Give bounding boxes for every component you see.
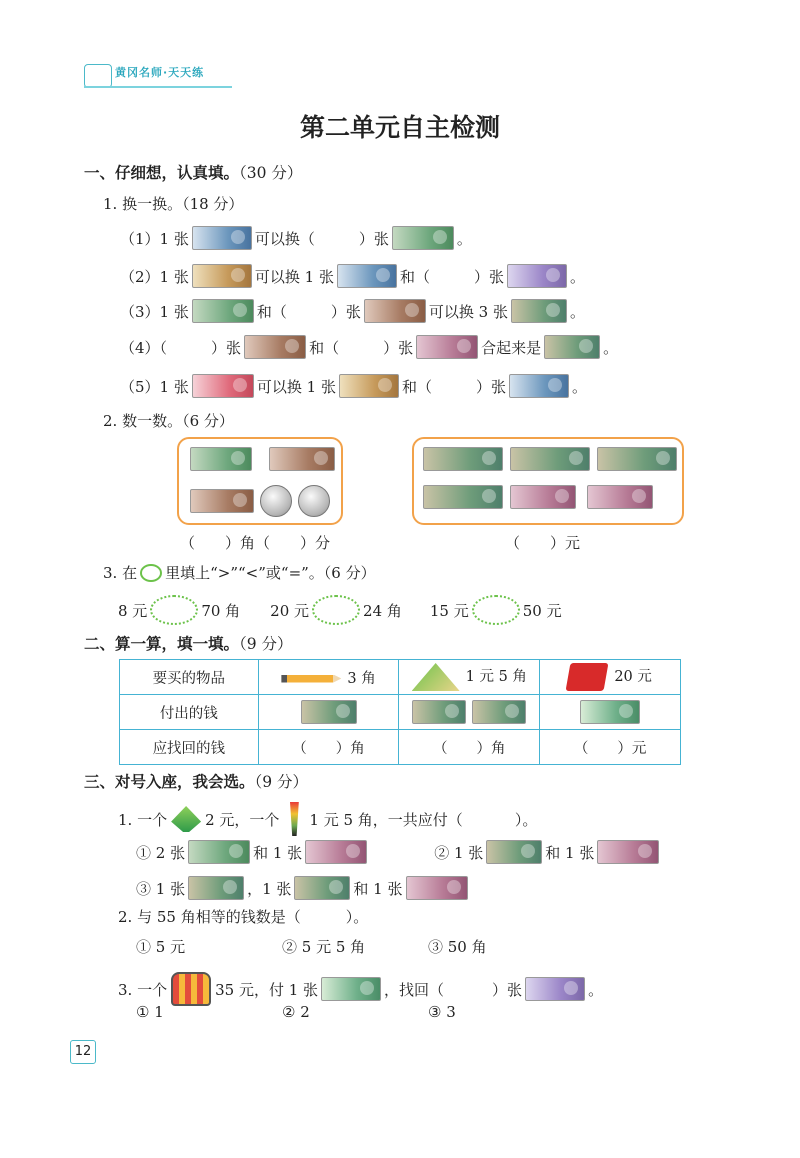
- brand-name: 黄冈名师·天天练: [115, 66, 205, 79]
- q1-label: 1. 换一换。（18 分）: [103, 195, 244, 213]
- page-title: 第二单元自主检测: [299, 113, 500, 142]
- drum-icon: [171, 972, 211, 1006]
- section-1-heading: 一、仔细想，认真填。（30 分）: [84, 164, 303, 182]
- ten-yuan-note-icon: [337, 264, 397, 288]
- five-yuan-note-icon: [525, 977, 585, 1001]
- one-yuan-note-icon: [511, 299, 567, 323]
- s3-q2-options: ① 5 元 ② 5 元 5 角 ③ 50 角: [136, 938, 487, 956]
- twenty-yuan-note-icon: [339, 374, 399, 398]
- oval-icon: [140, 564, 162, 582]
- one-yuan-note-icon: [544, 335, 600, 359]
- one-yuan-note-icon: [301, 700, 357, 724]
- compare-oval-1: [150, 595, 198, 625]
- five-jiao-note-icon: [406, 876, 468, 900]
- q1-line-3: （3）1 张 和（ ）张 可以换 3 张 。: [120, 299, 585, 323]
- q3-comparisons: 8 元 70 角 20 元 24 角 15 元 50 元: [118, 595, 562, 625]
- one-yuan-note-icon: [188, 876, 244, 900]
- s3-q1-line: 1. 一个 2 元，一个 1 元 5 角，一共应付（ ）。: [118, 802, 537, 836]
- five-jiao-note-icon: [305, 840, 367, 864]
- five-jiao-note-icon: [416, 335, 478, 359]
- q1-line-1: （1）1 张 可以换（ ）张 。: [120, 226, 472, 250]
- money-group-right: [412, 437, 684, 525]
- q2-answer-left: （ ）角（ ）分: [180, 534, 331, 552]
- one-jiao-note-icon: [192, 299, 254, 323]
- twenty-yuan-note-icon: [192, 264, 252, 288]
- five-yuan-note-icon: [507, 264, 567, 288]
- coin-icon: [298, 485, 330, 517]
- one-jiao-note-icon: [392, 226, 454, 250]
- two-jiao-note-icon: [244, 335, 306, 359]
- s3-q2-label: 2. 与 55 角相等的钱数是（ ）。: [118, 908, 369, 926]
- shopping-table: 要买的物品 3 角 1 元 5 角 20 元 付出的钱 应找回的钱 （ ）角 （ ）角 （ ）元: [119, 659, 681, 765]
- section-3-heading: 三、对号入座，我会选。（9 分）: [84, 773, 309, 791]
- one-yuan-note-icon: [486, 840, 542, 864]
- coin-icon: [260, 485, 292, 517]
- s3-q1-options-1-2: ① 2 张 和 1 张 ② 1 张 和 1 张: [136, 840, 662, 864]
- one-yuan-note-icon: [294, 876, 350, 900]
- one-jiao-note-icon: [188, 840, 250, 864]
- q2-answer-right: （ ）元: [505, 534, 581, 552]
- q1-line-2: （2）1 张 可以换 1 张 和（ ）张 。: [120, 264, 585, 288]
- page-number: 12: [70, 1040, 96, 1064]
- five-jiao-note-icon: [597, 840, 659, 864]
- fifty-yuan-note-icon: [580, 700, 640, 724]
- shuttlecock-icon: [283, 802, 305, 836]
- q3-label: 3. 在 里填上“>”“<”或“=”。（6 分）: [103, 564, 376, 582]
- s3-q3-line: 3. 一个 35 元，付 1 张 ，找回（ ）张 。: [118, 972, 603, 1006]
- s3-q3-options: ① 1 ② 2 ③ 3: [136, 1003, 456, 1021]
- q2-label: 2. 数一数。（6 分）: [103, 412, 234, 430]
- q1-line-5: （5）1 张 可以换 1 张 和（ ）张 。: [120, 374, 587, 398]
- book-icon: [566, 663, 609, 691]
- row-header-change: 应找回的钱: [120, 730, 259, 765]
- hundred-yuan-note-icon: [192, 374, 254, 398]
- section-2-heading: 二、算一算，填一填。（9 分）: [84, 635, 293, 653]
- brand-underline: [84, 86, 232, 88]
- s3-q1-option-3: ③ 1 张 ，1 张 和 1 张: [136, 876, 471, 900]
- row-header-item: 要买的物品: [120, 660, 259, 695]
- ten-yuan-note-icon: [192, 226, 252, 250]
- triangle-ruler-icon: [412, 663, 460, 691]
- brand-logo-icon: [84, 64, 112, 88]
- q1-line-4: （4）（ ）张 和（ ）张 合起来是 。: [120, 335, 618, 359]
- pencil-icon: [281, 675, 341, 683]
- compare-oval-3: [472, 595, 520, 625]
- ten-yuan-note-icon: [509, 374, 569, 398]
- fifty-yuan-note-icon: [321, 977, 381, 1001]
- spinning-top-icon: [171, 806, 201, 832]
- compare-oval-2: [312, 595, 360, 625]
- row-header-paid: 付出的钱: [120, 695, 259, 730]
- money-group-left: [177, 437, 343, 525]
- two-jiao-note-icon: [364, 299, 426, 323]
